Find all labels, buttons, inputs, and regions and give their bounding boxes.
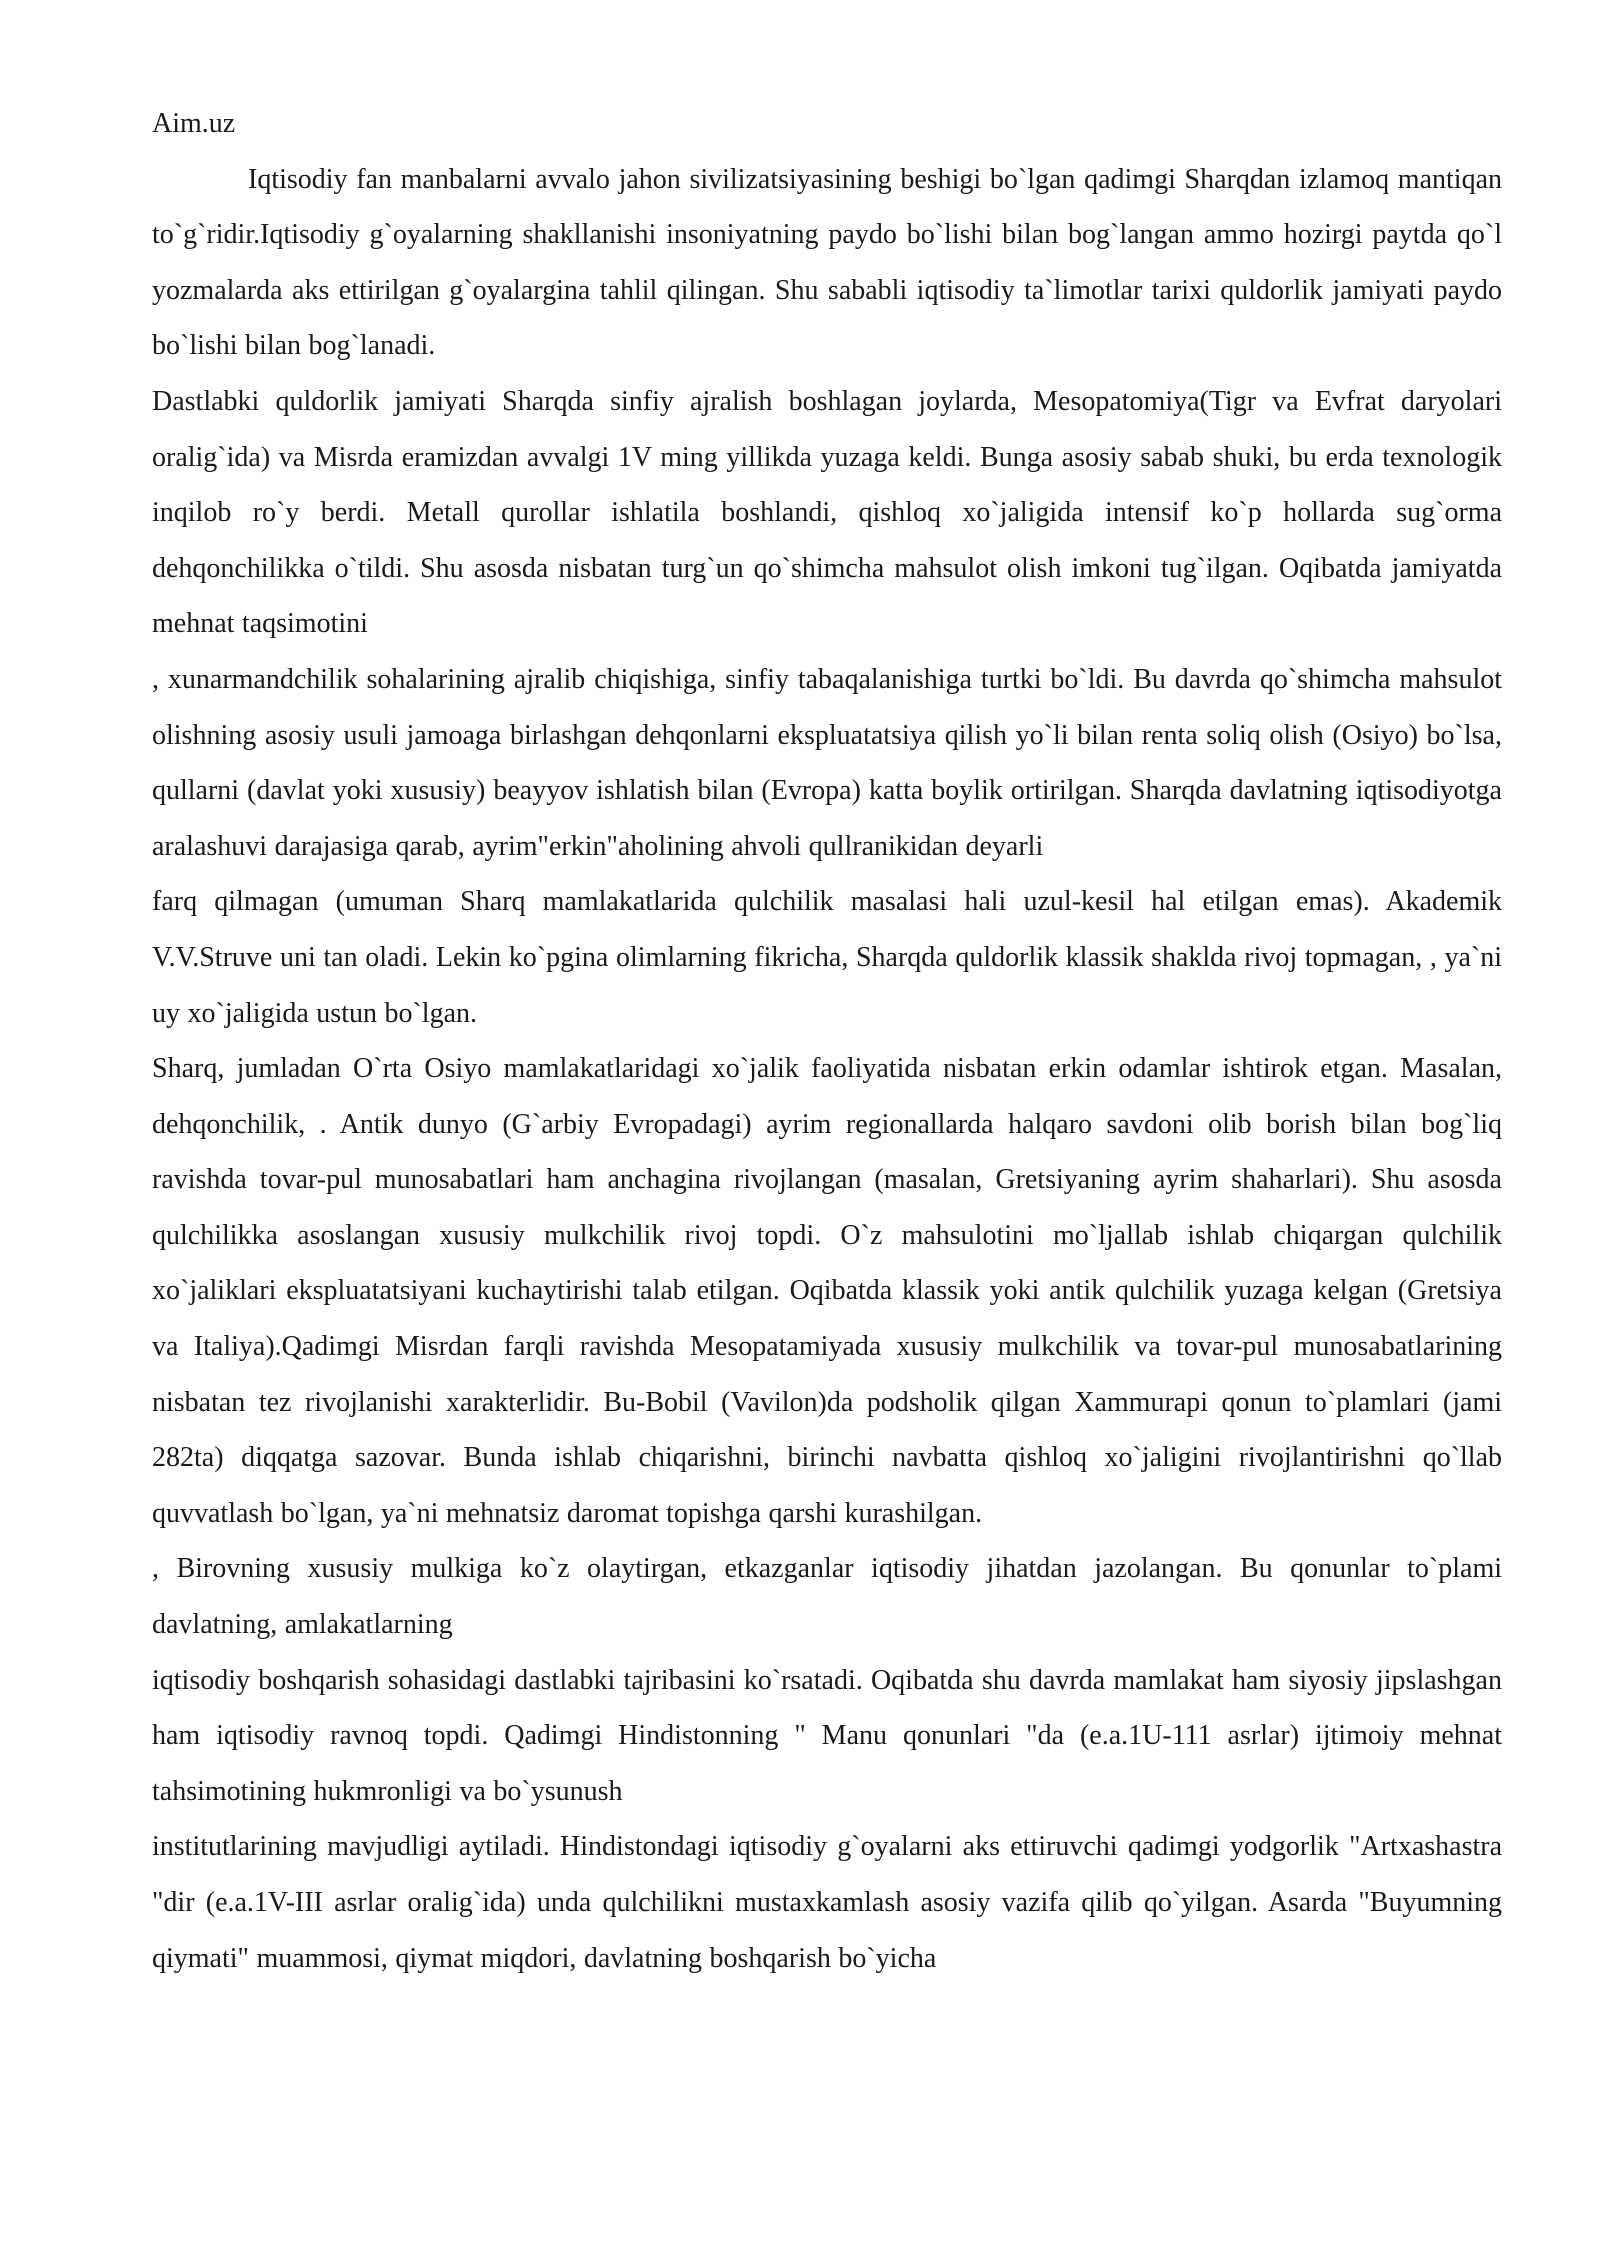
paragraph: Sharq, jumladan O`rta Osiyo mamlakatlaridagi xo`jalik faoliyatida nisbatan erkin odamlar ishtirok etgan. Masalan, dehqonchilik, . Antik dunyo (G`arbiy Evropadagi) ayrim regionallarda halqaro savdoni olib borish bilan bog`liq ravishda tovar-pul munosabatlari ham anchagina rivojlangan (masalan, Gretsiyaning ayrim shaharlari). Shu asosda qulchilikka asoslangan xususiy mulkchilik rivoj topdi. O`z mahsulotini mo`ljallab ishlab chiqargan qulchilik xo`jaliklari ekspluatatsiyani kuchaytirishi talab etilgan. Oqibatda klassik yoki antik qulchilik yuzaga kelgan (Gretsiya va Italiya).Qadimgi Misrdan farqli ravishda Mesopatamiyada xususiy mulkchilik va tovar-pul munosabatlarining nisbatan tez rivojlanishi xarakterlidir. Bu-Bobil (Vavilon)da podsholik qilgan Xammurapi qonun to`plamlari (jami 282ta) diqqatga sazovar. Bunda ishlab chiqarishni, birinchi navbatta qishloq xo`jaligini rivojlantirishni qo`llab quvvatlash bo`lgan, ya`ni mehnatsiz daromat topishga qarshi kurashilgan. xyxy=(152,1053,1502,1529)
paragraph-intro: Iqtisodiy fan manbalarni avvalo jahon sivilizatsiyasining beshigi bo`lgan qadimgi Sharqdan izlamoq mantiqan to`g`ridir.Iqtisodiy g`oyalarning shakllanishi insoniyatning paydo bo`lishi bilan bog`langan ammo hozirgi paytda qo`l yozmalarda aks ettirilgan g`oyalargina tahlil qilingan. Shu sababli iqtisodiy ta`limotlar tarixi quldorlik jamiyati paydo bo`lishi bilan bog`lanadi. xyxy=(152,163,1502,362)
paragraph: farq qilmagan (umuman Sharq mamlakatlarida qulchilik masalasi hali uzul-kesil hal etilgan emas). Akademik V.V.Struve uni tan oladi. Lekin ko`pgina olimlarning fikricha, Sharqda quldorlik klassik shaklda rivoj topmagan, , ya`ni uy xo`jaligida ustun bo`lgan. xyxy=(152,886,1502,1029)
paragraph: , Birovning xususiy mulkiga ko`z olaytirgan, etkazganlar iqtisodiy jihatdan jazolangan. Bu qonunlar to`plami davlatning, amlakatlarning xyxy=(152,1553,1502,1641)
site-name: Aim.uz xyxy=(152,108,236,139)
paragraph: institutlarining mavjudligi aytiladi. Hindistondagi iqtisodiy g`oyalarni aks ettiruvchi qadimgi yodgorlik "Artxashastra "dir (e.a.1V-III asrlar oralig`ida) unda qulchilikni mustaxkamlash asosiy vazifa qilib qo`yilgan. Asarda "Buyumning qiymati" muammosi, qiymat miqdori, davlatning boshqarish bo`yicha xyxy=(152,1831,1502,1974)
paragraph: , xunarmandchilik sohalarining ajralib chiqishiga, sinfiy tabaqalanishiga turtki bo`ldi. Bu davrda qo`shimcha mahsulot olishning asosiy usuli jamoaga birlashgan dehqonlarni ekspluatatsiya qilish yo`li bilan renta soliq olish (Osiyo) bo`lsa, qullarni (davlat yoki xususiy) beayyov ishlatish bilan (Evropa) katta boylik ortirilgan. Sharqda davlatning iqtisodiyotga aralashuvi darajasiga qarab, ayrim"erkin"aholining ahvoli qullranikidan deyarli xyxy=(152,663,1502,862)
paragraph: Dastlabki quldorlik jamiyati Sharqda sinfiy ajralish boshlagan joylarda, Mesopatomiya(Tigr va Evfrat daryolari oralig`ida) va Misrda eramizdan avvalgi 1V ming yillikda yuzaga keldi. Bunga asosiy sabab shuki, bu erda texnologik inqilob ro`y berdi. Metall qurollar ishlatila boshlandi, qishloq xo`jaligida intensif ko`p hollarda sug`orma dehqonchilikka o`tildi. Shu asosda nisbatan turg`un qo`shimcha mahsulot olish imkoni tug`ilgan. Oqibatda jamiyatda mehnat taqsimotini xyxy=(152,385,1502,640)
paragraph: iqtisodiy boshqarish sohasidagi dastlabki tajribasini ko`rsatadi. Oqibatda shu davrda mamlakat ham siyosiy jipslashgan ham iqtisodiy ravnoq topdi. Qadimgi Hindistonning " Manu qonunlari "da (e.a.1U-111 asrlar) ijtimoiy mehnat tahsimotining hukmronligi va bo`ysunush xyxy=(152,1664,1502,1807)
document-page xyxy=(152,96,1502,1986)
